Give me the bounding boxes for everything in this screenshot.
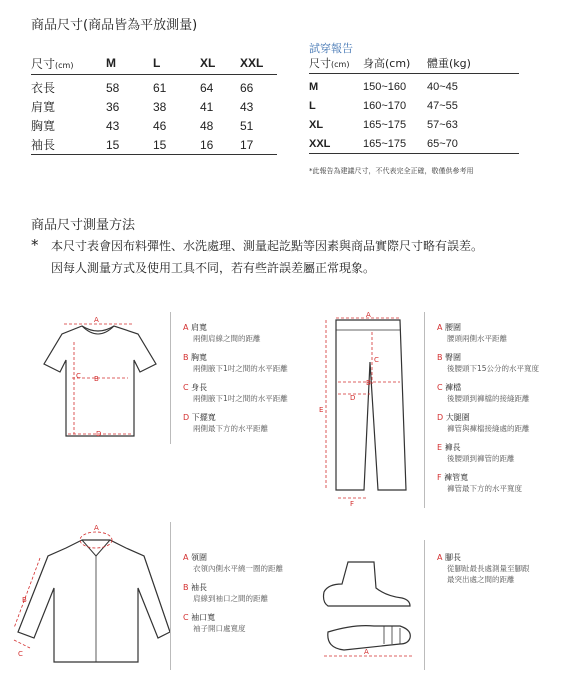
cell: 165~175 [363,118,407,131]
col-xl: XL [200,52,240,75]
label-a: A [94,524,99,532]
cell: M [309,80,319,93]
cell: 61 [153,80,167,95]
legend-item: A 領圍 衣領內側水平繞一圈的距離 [183,553,283,573]
label-d: D [96,430,102,438]
cell: 17 [240,135,277,155]
label-c: C [374,356,379,364]
cell: 48 [200,118,214,133]
method-line-2: 因每人測量方式及使用工具不同，若有些許誤差屬正常現象。 [51,261,376,275]
table-row [309,115,519,134]
shirt-legend [183,552,303,642]
row-label: 肩寬 [31,100,56,114]
table-row [309,74,519,97]
tshirt-legend [183,322,293,442]
label-b: B [22,596,27,604]
cell: 15 [106,135,153,155]
legend-item: C 身長 兩側腋下1吋之間的水平距離 [183,383,288,403]
foot-diagram [314,540,425,670]
shirt-diagram [8,522,171,670]
row-label: 袖長 [31,135,106,155]
cell: 15 [153,135,200,155]
trial-size-header: 尺寸(cm) [309,52,363,74]
cell: 150~160 [363,80,407,93]
label-a: A [94,316,99,324]
foot-legend [437,552,567,593]
cell: 58 [106,80,120,95]
pants-icon [314,312,424,508]
cell: XL [309,118,324,131]
shirt-icon [8,522,170,670]
cell: 41 [200,99,214,114]
method-text [31,234,571,279]
legend-item: D 下擺寬 兩側最下方的水平距離 [183,413,268,433]
cell: 43 [240,99,254,114]
trial-height-header: 身高(cm) [363,52,427,74]
cell: L [309,99,316,112]
size-header-cell: 尺寸(cm) [31,52,106,75]
label-c: C [18,650,23,658]
legend-item: A 腳長 從腳趾最長處測量至腳跟 最突出處之間的距離 [437,553,530,584]
method-title: 商品尺寸測量方法 [31,218,136,233]
col-l: L [153,52,200,75]
cell: 66 [240,80,254,95]
legend-item: A 肩寬 兩側肩線之間的距離 [183,323,261,343]
label-f: F [350,500,355,508]
label-a: A [364,648,369,656]
legend-item: B 臀圍 後腰頭下15公分的水平寬度 [437,353,540,373]
table-row [31,116,277,135]
foot-icon [314,540,424,670]
cell: 64 [200,80,214,95]
trial-weight-header: 體重(kg) [427,52,519,74]
col-m: M [106,52,153,75]
label-c: C [76,372,81,380]
cell: 65~70 [427,134,519,154]
legend-item: E 褲長 後腰頭到褲管的距離 [437,443,515,463]
pants-legend [437,322,567,502]
legend-item: F 褲管寬 褲管最下方的水平寬度 [437,473,522,493]
label-e: E [319,406,324,414]
cell: 57~63 [427,118,458,131]
trial-note: *此報告為建議尺寸，不代表完全正確，敬僅供參考用 [309,167,474,175]
cell: 38 [153,99,167,114]
table-row [309,96,519,115]
table-row [309,134,519,154]
row-label: 衣長 [31,81,56,95]
label-d: D [350,394,356,402]
table-row [31,135,277,155]
legend-item: C 袖口寬 袖子開口處寬度 [183,613,246,633]
legend-item: B 袖長 肩線到袖口之間的距離 [183,583,268,603]
label-b: B [94,375,99,383]
cell: 160~170 [363,99,407,112]
table-row [31,75,277,98]
label-a: A [366,312,371,319]
tshirt-icon [30,312,170,444]
label-b: B [366,379,371,387]
legend-item: A 腰圍 腰頭兩側水平距離 [437,323,507,343]
trial-report-title: 試穿報告 [309,42,353,55]
legend-item: D 大腿圍 褲管與褲檔接縫處的距離 [437,413,530,433]
row-label: 胸寬 [31,119,56,133]
legend-item: C 褲檔 後腰頭到褲檔的接縫距離 [437,383,530,403]
cell: 165~175 [363,134,427,154]
cell: 43 [106,118,120,133]
cell: XXL [309,134,363,154]
cell: 16 [200,135,240,155]
tshirt-diagram [30,312,171,444]
legend-item: B 胸寬 兩側腋下1吋之間的水平距離 [183,353,288,373]
cell: 51 [240,118,254,133]
cell: 46 [153,118,167,133]
col-xxl: XXL [240,52,277,75]
size-chart-title: 商品尺寸(商品皆為平放測量) [31,18,198,33]
cell: 47~55 [427,99,458,112]
trial-report-table [309,52,519,154]
size-chart-table [31,52,277,155]
table-row [31,97,277,116]
pants-diagram [314,312,425,508]
method-line-1: * 本尺寸表會因布料彈性、水洗處理、測量起訖點等因素與商品實際尺寸略有誤差。 [31,236,484,254]
cell: 36 [106,99,120,114]
cell: 40~45 [427,80,458,93]
